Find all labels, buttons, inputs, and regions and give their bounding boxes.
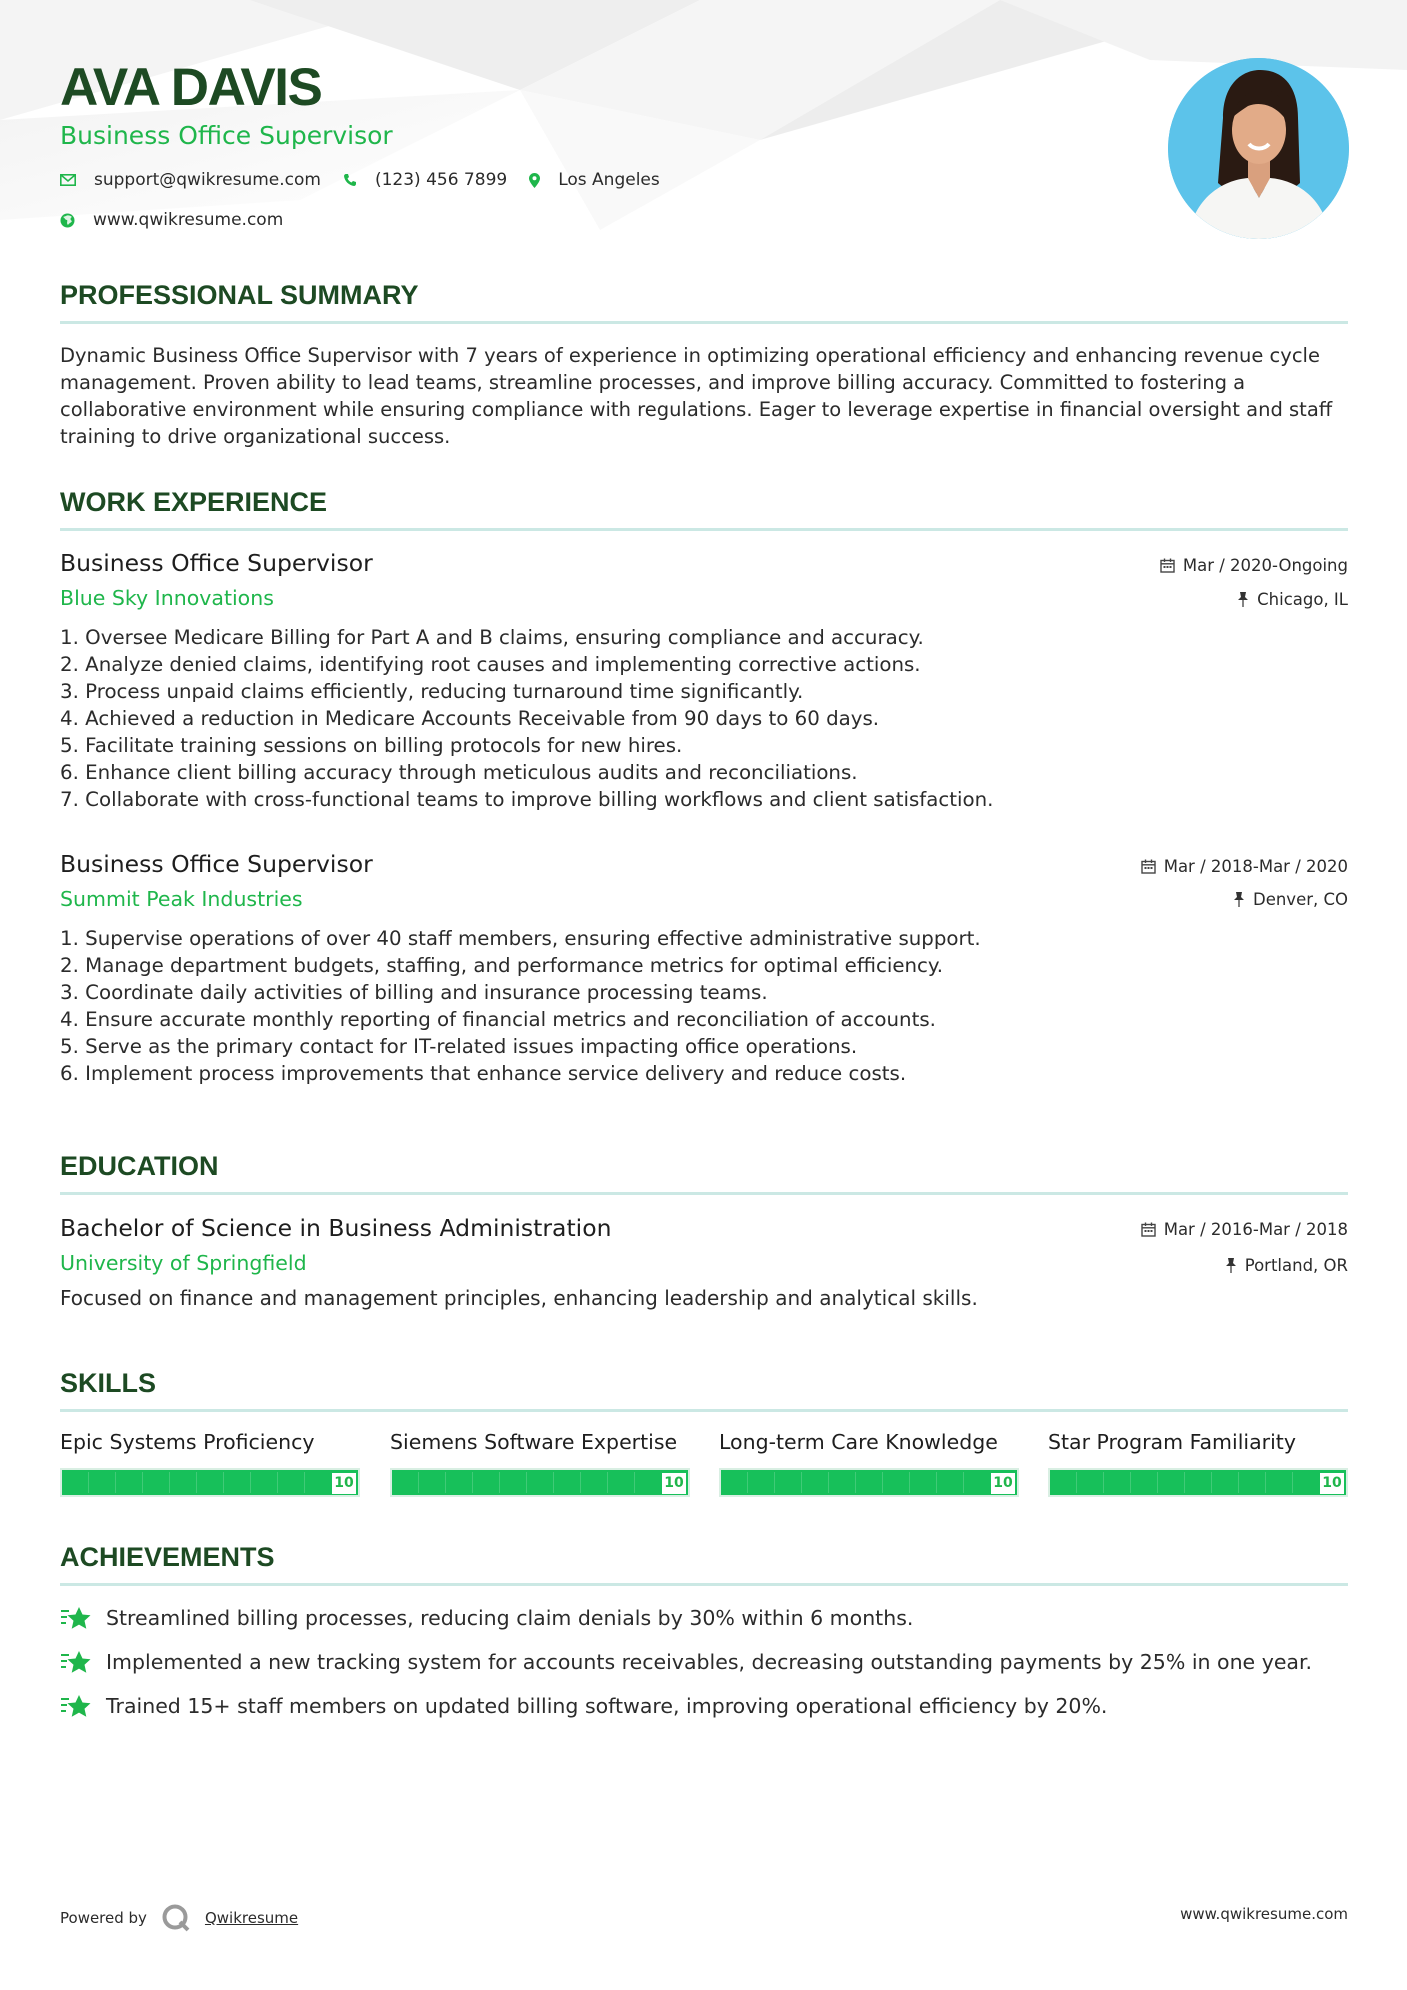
bar-segment xyxy=(1076,1472,1077,1493)
contact-location xyxy=(529,170,660,190)
degree-title: Bachelor of Science in Business Administration xyxy=(60,1214,612,1242)
envelope-icon xyxy=(60,174,76,186)
skill-name: Star Program Familiarity xyxy=(1048,1430,1296,1454)
bar-segment xyxy=(499,1472,500,1493)
bar-segment xyxy=(169,1472,170,1493)
responsibility-list xyxy=(60,624,1348,813)
skills-section xyxy=(60,1366,1348,1412)
skill-level-bar xyxy=(719,1468,1019,1497)
list-item: 6. Implement process improvements that enhance service delivery and reduce costs. xyxy=(60,1062,907,1085)
bar-segment xyxy=(1211,1472,1212,1493)
list-item: 7. Collaborate with cross-functional teams to improve billing workflows and client satisfaction. xyxy=(60,788,994,811)
skill-level-bar xyxy=(1048,1468,1348,1497)
education-location xyxy=(1225,1256,1348,1275)
bar-segment xyxy=(304,1472,305,1493)
candidate-name: AVA DAVIS xyxy=(60,58,322,117)
achievement-star-icon xyxy=(60,1605,92,1631)
skill-level-value: 10 xyxy=(662,1473,686,1494)
section-divider xyxy=(60,1409,1348,1412)
achievement-item xyxy=(60,1604,1348,1632)
bar-segment xyxy=(1238,1472,1239,1493)
bar-segment xyxy=(418,1472,419,1493)
company-name: Summit Peak Industries xyxy=(60,887,303,911)
bar-segment xyxy=(963,1472,964,1493)
skill-level-value: 10 xyxy=(1320,1473,1344,1494)
skill-item xyxy=(60,1428,360,1491)
powered-by-label: Powered by xyxy=(60,1909,147,1927)
experience-section xyxy=(60,485,1348,531)
dates-text: Mar / 2020-Ongoing xyxy=(1182,556,1348,575)
bar-segment xyxy=(801,1472,802,1493)
website-line xyxy=(60,210,1060,230)
job-title: Business Office Supervisor xyxy=(60,850,373,878)
section-divider xyxy=(60,321,1348,324)
contact-phone[interactable] xyxy=(343,170,507,190)
phone-icon xyxy=(343,173,357,187)
education-section xyxy=(60,1149,1348,1195)
location-text: Denver, CO xyxy=(1252,890,1348,909)
resume-header xyxy=(60,58,1060,230)
list-item: 3. Coordinate daily activities of billing and insurance processing teams. xyxy=(60,981,768,1004)
bar-segment xyxy=(1265,1472,1266,1493)
powered-by xyxy=(60,1903,298,1933)
job-title: Business Office Supervisor xyxy=(60,549,373,577)
email-text: support@qwikresume.com xyxy=(94,170,321,190)
candidate-title: Business Office Supervisor xyxy=(60,121,393,150)
skill-level-value: 10 xyxy=(332,1473,356,1494)
bar-segment xyxy=(553,1472,554,1493)
job-location xyxy=(1233,890,1348,909)
section-divider xyxy=(60,1583,1348,1586)
bar-segment xyxy=(223,1472,224,1493)
website-text: www.qwikresume.com xyxy=(93,210,284,230)
profile-photo xyxy=(1168,58,1349,239)
bar-segment xyxy=(88,1472,89,1493)
list-item: 4. Ensure accurate monthly reporting of financial metrics and reconciliation of accounts. xyxy=(60,1008,936,1031)
bar-segment xyxy=(472,1472,473,1493)
bar-segment xyxy=(196,1472,197,1493)
bar-segment xyxy=(277,1472,278,1493)
skill-level-value: 10 xyxy=(991,1473,1015,1494)
experience-heading: WORK EXPERIENCE xyxy=(60,487,328,517)
skill-name: Epic Systems Proficiency xyxy=(60,1430,315,1454)
education-heading: EDUCATION xyxy=(60,1151,219,1181)
skill-level-bar xyxy=(390,1468,690,1497)
dates-text: Mar / 2016-Mar / 2018 xyxy=(1163,1220,1348,1239)
location-text: Portland, OR xyxy=(1244,1256,1348,1275)
footer-url[interactable]: www.qwikresume.com xyxy=(1180,1905,1348,1923)
bar-segment xyxy=(142,1472,143,1493)
section-divider xyxy=(60,528,1348,531)
achievements-section xyxy=(60,1540,1348,1586)
location-text: Los Angeles xyxy=(558,170,660,190)
dates-text: Mar / 2018-Mar / 2020 xyxy=(1163,857,1348,876)
bar-segment xyxy=(607,1472,608,1493)
bar-segment xyxy=(1130,1472,1131,1493)
skill-item xyxy=(1048,1428,1348,1491)
contact-website[interactable] xyxy=(60,210,283,230)
skills-grid xyxy=(60,1428,1348,1498)
phone-text: (123) 456 7899 xyxy=(374,170,508,190)
job-location xyxy=(1237,590,1348,609)
list-item: 2. Analyze denied claims, identifying root causes and implementing corrective actions. xyxy=(60,653,921,676)
list-item: 3. Process unpaid claims efficiently, reducing turnaround time significantly. xyxy=(60,680,804,703)
bar-segment xyxy=(882,1472,883,1493)
bar-segment xyxy=(774,1472,775,1493)
list-item: 1. Supervise operations of over 40 staff members, ensuring effective administrative support. xyxy=(60,927,981,950)
bar-segment xyxy=(936,1472,937,1493)
bar-segment xyxy=(1157,1472,1158,1493)
skill-name: Siemens Software Expertise xyxy=(390,1430,678,1454)
bar-segment xyxy=(634,1472,635,1493)
list-item: 1. Oversee Medicare Billing for Part A and B claims, ensuring compliance and accuracy. xyxy=(60,626,924,649)
bar-segment xyxy=(828,1472,829,1493)
job-dates xyxy=(1160,556,1348,575)
summary-heading: PROFESSIONAL SUMMARY xyxy=(60,280,419,310)
achievement-item xyxy=(60,1648,1348,1676)
achievement-item xyxy=(60,1692,1348,1720)
portrait-illustration xyxy=(1168,58,1349,239)
pushpin-icon xyxy=(1237,592,1249,607)
section-divider xyxy=(60,1192,1348,1195)
achievement-text: Streamlined billing processes, reducing claim denials by 30% within 6 months. xyxy=(106,1606,914,1630)
job-entry xyxy=(60,849,1348,1087)
achievement-star-icon xyxy=(60,1649,92,1675)
bar-segment xyxy=(909,1472,910,1493)
education-entry xyxy=(60,1213,1348,1312)
bar-segment xyxy=(855,1472,856,1493)
list-item: 5. Serve as the primary contact for IT-related issues impacting office operations. xyxy=(60,1035,858,1058)
bar-segment xyxy=(747,1472,748,1493)
bar-segment xyxy=(1184,1472,1185,1493)
achievement-text: Trained 15+ staff members on updated billing software, improving operational efficiency by 20%. xyxy=(106,1694,1108,1718)
job-entry xyxy=(60,548,1348,813)
calendar-icon xyxy=(1141,859,1156,874)
education-description: Focused on finance and management principles, enhancing leadership and analytical skills. xyxy=(60,1286,978,1310)
bar-segment xyxy=(250,1472,251,1493)
pushpin-icon xyxy=(1233,892,1245,907)
brand-link[interactable]: Qwikresume xyxy=(204,1909,299,1927)
pushpin-icon xyxy=(1225,1258,1237,1273)
achievements-heading: ACHIEVEMENTS xyxy=(60,1542,275,1572)
globe-icon xyxy=(60,213,75,228)
list-item: 6. Enhance client billing accuracy through meticulous audits and reconciliations. xyxy=(60,761,858,784)
school-name: University of Springfield xyxy=(60,1251,307,1275)
job-dates xyxy=(1141,857,1348,876)
location-text: Chicago, IL xyxy=(1257,590,1348,609)
company-name: Blue Sky Innovations xyxy=(60,586,274,610)
map-pin-icon xyxy=(529,173,540,188)
bar-segment xyxy=(580,1472,581,1493)
list-item: 4. Achieved a reduction in Medicare Accounts Receivable from 90 days to 60 days. xyxy=(60,707,880,730)
list-item: 5. Facilitate training sessions on billing protocols for new hires. xyxy=(60,734,683,757)
skill-item xyxy=(390,1428,690,1491)
responsibility-list xyxy=(60,925,1348,1087)
contact-email[interactable] xyxy=(60,170,321,190)
achievement-text: Implemented a new tracking system for accounts receivables, decreasing outstanding payments by 25% in one year. xyxy=(106,1650,1313,1674)
calendar-icon xyxy=(1160,558,1175,573)
bar-segment xyxy=(445,1472,446,1493)
bar-segment xyxy=(1103,1472,1104,1493)
bar-segment xyxy=(115,1472,116,1493)
education-dates xyxy=(1141,1220,1348,1239)
summary-section xyxy=(60,278,1348,450)
bar-segment xyxy=(1292,1472,1293,1493)
page-footer xyxy=(60,1895,1348,1935)
skills-heading: SKILLS xyxy=(60,1368,157,1398)
skill-name: Long-term Care Knowledge xyxy=(719,1430,998,1454)
contact-line xyxy=(60,170,1060,190)
calendar-icon xyxy=(1141,1222,1156,1237)
achievement-star-icon xyxy=(60,1693,92,1719)
skill-level-bar xyxy=(60,1468,360,1497)
summary-text: Dynamic Business Office Supervisor with 7 years of experience in optimizing operational efficiency and enhancing revenue cycle management. Proven ability to lead teams, streamline processes, and improve billing accuracy. Committed to fostering a collaborative environment while ensuring compliance with regulations. Eager to leverage expertise in financial oversight and staff training to drive organizational success. xyxy=(60,344,1333,448)
qwikresume-logo-icon xyxy=(161,1903,191,1933)
bar-segment xyxy=(526,1472,527,1493)
list-item: 2. Manage department budgets, staffing, and performance metrics for optimal efficiency. xyxy=(60,954,944,977)
skill-item xyxy=(719,1428,1019,1491)
